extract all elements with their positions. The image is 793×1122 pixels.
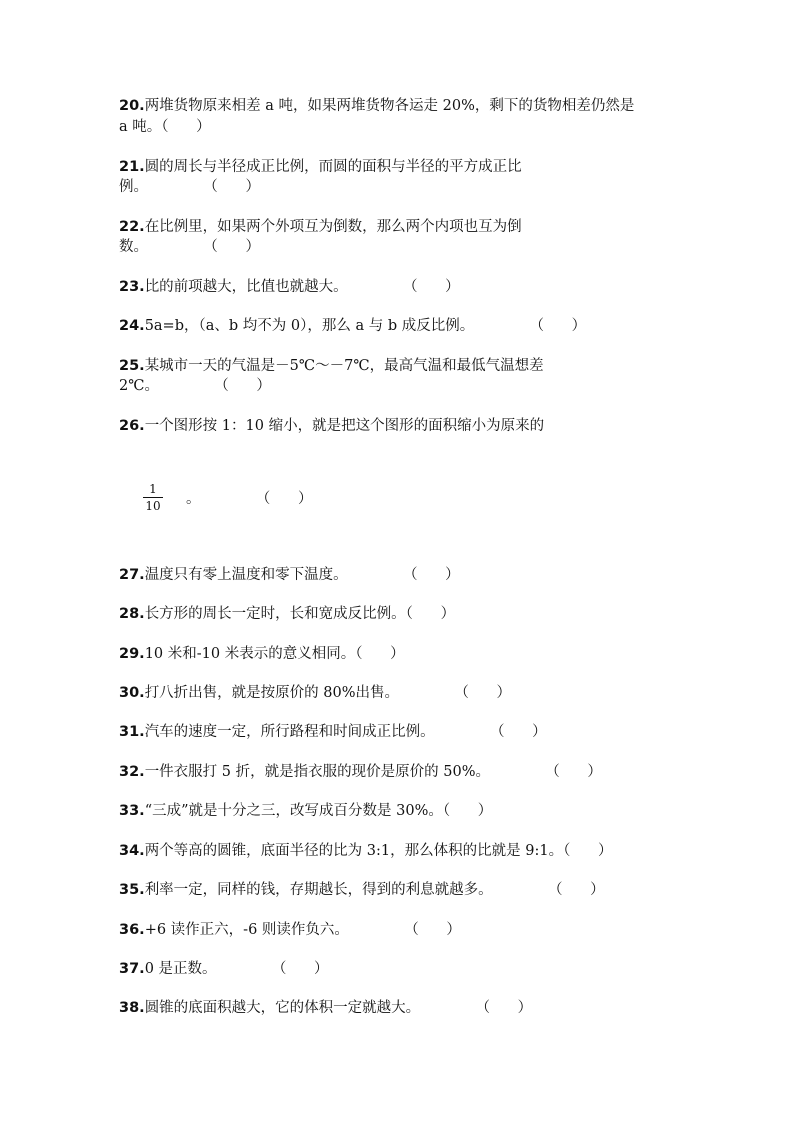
- question-21: 21.圆的周长与半径成正比例，而圆的面积与半径的平方成正比: [119, 159, 522, 175]
- question-26: 26.一个图形按 1：10 缩小，就是把这个图形的面积缩小为原来的: [119, 418, 545, 434]
- question-27: 27.温度只有零上温度和零下温度。 （ ）: [119, 567, 460, 583]
- question-30: 30.打八折出售，就是按原价的 80%出售。 （ ）: [119, 685, 511, 701]
- question-20-line2: a 吨。（ ）: [119, 119, 211, 135]
- question-32: 32.一件衣服打 5 折，就是指衣服的现价是原价的 50%。 （ ）: [119, 764, 602, 780]
- question-33: 33.“三成”就是十分之三，改写成百分数是 30%。（ ）: [119, 803, 493, 819]
- question-28: 28.长方形的周长一定时，长和宽成反比例。（ ）: [119, 606, 456, 622]
- fraction-bar: [143, 497, 163, 498]
- fraction-numerator: 1: [149, 482, 157, 496]
- question-29: 29.10 米和-10 米表示的意义相同。（ ）: [119, 646, 405, 662]
- question-37: 37.0 是正数。 （ ）: [119, 961, 329, 977]
- question-31: 31.汽车的速度一定，所行路程和时间成正比例。 （ ）: [119, 724, 547, 740]
- question-38: 38.圆锥的底面积越大，它的体积一定就越大。 （ ）: [119, 1000, 533, 1016]
- fraction-one-tenth: [143, 482, 163, 513]
- question-36: 36.+6 读作正六，-6 则读作负六。 （ ）: [119, 922, 461, 938]
- question-34: 34.两个等高的圆锥，底面半径的比为 3:1，那么体积的比就是 9:1。（ ）: [119, 843, 613, 859]
- fraction-denominator: 10: [145, 499, 161, 513]
- question-25: 25.某城市一天的气温是－5℃～－7℃，最高气温和最低气温想差: [119, 358, 544, 374]
- question-35: 35.利率一定，同样的钱，存期越长，得到的利息就越多。 （ ）: [119, 882, 605, 898]
- question-21-line2: 例。 （ ）: [119, 179, 260, 195]
- question-24: 24.5a=b，（a、b 均不为 0），那么 a 与 b 成反比例。 （ ）: [119, 318, 587, 334]
- question-20: 20.两堆货物原来相差 a 吨，如果两堆货物各运走 20%，剩下的货物相差仍然是: [119, 98, 635, 114]
- question-23: 23.比的前项越大，比值也就越大。 （ ）: [119, 279, 460, 295]
- question-26-answer: 。 （ ）: [186, 491, 313, 507]
- question-22: 22.在比例里，如果两个外项互为倒数，那么两个内项也互为倒: [119, 219, 522, 235]
- question-22-line2: 数。 （ ）: [119, 239, 260, 255]
- question-25-line2: 2℃。 （ ）: [119, 378, 271, 394]
